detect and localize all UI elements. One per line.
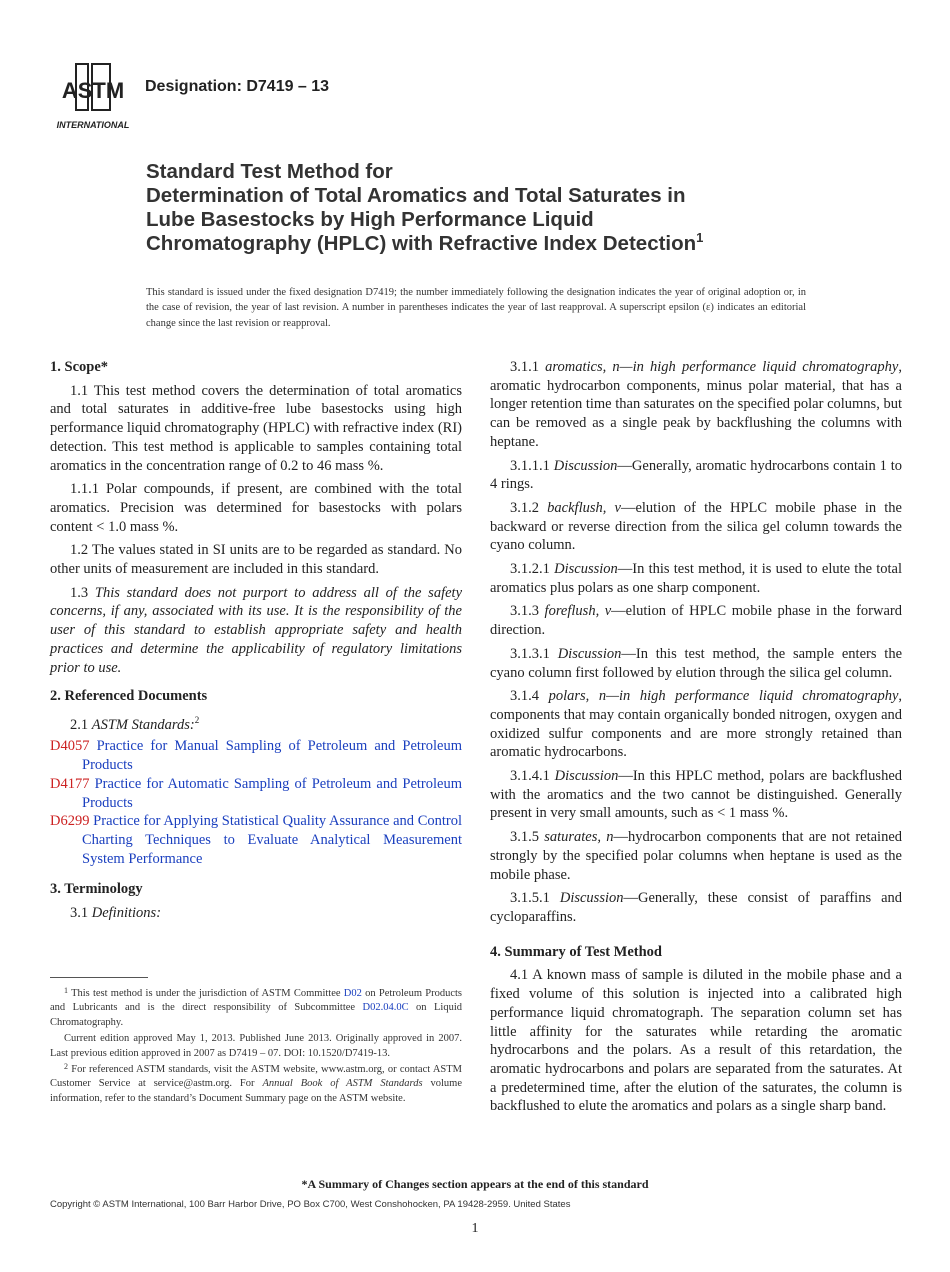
discussion-label: Discussion — [559, 890, 624, 907]
definition-text: , components that may contain organically bonded nitrogen, oxygen and oxidized sulfur components and are more strongly retained than aromatic hydrocarbons. — [490, 688, 903, 761]
definition-num: 3.1.5 — [510, 829, 545, 846]
definition-text: , aromatic hydrocarbon components, minus polar material, that has a longer retention time than saturates on the specified polar columns, but can be removed as a single peak by backflushing the columns with heptane. — [490, 359, 902, 450]
definition-3-1-3 — [490, 602, 902, 639]
para-3-1-text: Definitions: — [91, 905, 162, 922]
footnote-1-text-a: This test method is under the jurisdiction of ASTM Committee — [71, 988, 344, 999]
discussion-3-1-5-1 — [490, 889, 902, 926]
discussion-3-1-1-1 — [490, 457, 902, 494]
document-title — [146, 160, 846, 256]
definition-text: —hydrocarbon components that are not retained strongly by the specified polar columns when heptane is used as the mobile phase. — [490, 829, 903, 883]
para-2-1-num: 2.1 — [70, 716, 92, 733]
definition-term: polars, n—in high performance liquid chromatography — [548, 688, 899, 705]
footnote-1-text-c: on Liquid Chromatography. — [50, 1002, 462, 1028]
para-3-1 — [50, 904, 462, 923]
discussion-3-1-3-1 — [490, 645, 902, 682]
definition-term: saturates, n — [544, 829, 614, 846]
definition-term: aromatics, n—in high performance liquid chromatography — [545, 359, 899, 375]
para-1-2: 1.2 The values stated in SI units are to be regarded as standard. No other units of measurement are included in this standard. — [50, 542, 462, 578]
footnote-1 — [50, 987, 462, 1030]
discussion-3-1-4-1 — [490, 767, 902, 823]
definition-num: 3.1.3 — [510, 603, 545, 620]
terminology-heading: 3. Terminology — [50, 881, 143, 898]
committee-link[interactable]: D02 — [343, 988, 362, 999]
referenced-documents-heading: 2. Referenced Documents — [50, 688, 208, 705]
definition-num: 3.1.2 — [510, 499, 548, 516]
definition-text: —elution of the HPLC mobile phase in the backward or reverse direction from the silica gel column towards the cyano column. — [490, 499, 902, 554]
definition-num: 3.1.1 — [510, 359, 546, 375]
discussion-label: Discussion — [554, 768, 619, 785]
left-column — [50, 358, 462, 928]
title-line-2: Determination of Total Aromatics and Total Saturates in — [146, 184, 686, 207]
discussion-label: Discussion — [557, 645, 622, 662]
definition-text: —elution of HPLC mobile phase in the forward direction. — [490, 603, 903, 639]
footnote-2 — [50, 1063, 462, 1106]
para-1-3-num: 1.3 — [70, 584, 95, 601]
astm-logo — [50, 58, 136, 132]
reference-code-d4057[interactable]: D4057 — [50, 738, 90, 755]
discussion-text: —In this HPLC method, polars are backflushed with the aromatics and the two cannot be distinguished. Generally present in very small amounts, such as < 1 mass %. — [490, 768, 903, 822]
discussion-label: Discussion — [553, 457, 618, 474]
para-2-1-text: ASTM Standards: — [91, 716, 195, 733]
footnote-2-mark: 2 — [64, 1062, 68, 1072]
para-1-1: 1.1 This test method covers the determination of total aromatics and total saturates in additive-free lube basestocks using high performance liquid chromatography (HPLC) with refractive index (RI) detection. This test method is applicable to samples containing total aromatics in the concentration range of 0.2 to 46 mass %. — [50, 382, 462, 474]
reference-title-d4057[interactable]: Practice for Manual Sampling of Petroleum and Petroleum Products — [82, 738, 462, 774]
summary-heading: 4. Summary of Test Method — [490, 943, 662, 960]
footnotes — [50, 987, 462, 1108]
reference-item[interactable] — [50, 775, 462, 812]
definition-3-1-2 — [490, 499, 902, 555]
reference-item[interactable] — [50, 812, 462, 868]
discussion-text: —In this test method, the sample enters the cyano column first followed by elution through the silica gel column. — [490, 645, 903, 681]
discussion-text: —Generally, these consist of paraffins and cycloparaffins. — [490, 890, 903, 925]
footnote-2-text-b: volume information, refer to the standard’s Document Summary page on the ASTM website. — [50, 1078, 462, 1104]
subcommittee-link[interactable]: D02.04.0C — [362, 1002, 409, 1014]
para-2-1-sup: 2 — [194, 714, 200, 725]
para-1-3 — [50, 584, 462, 678]
logo-text: ASTM — [61, 78, 125, 103]
reference-code-d6299[interactable]: D6299 — [50, 813, 90, 830]
title-footnote-mark: 1 — [696, 230, 704, 245]
discussion-text: —In this test method, it is used to elute the total aromatics plus polars as one sharp component. — [490, 561, 902, 596]
definition-term: backflush, v — [547, 499, 621, 516]
footnote-1-mark: 1 — [64, 986, 68, 995]
discussion-num: 3.1.2.1 — [510, 561, 555, 578]
discussion-label: Discussion — [554, 561, 618, 578]
definition-term: foreflush, v — [544, 603, 612, 620]
discussion-num: 3.1.5.1 — [510, 890, 560, 907]
page-number: 1 — [471, 1221, 479, 1236]
para-3-1-num: 3.1 — [70, 905, 92, 922]
title-line-3: Lube Basestocks by High Performance Liquid — [146, 208, 594, 231]
scope-heading: 1. Scope* — [50, 359, 108, 375]
discussion-num: 3.1.1.1 — [510, 457, 554, 474]
discussion-3-1-2-1 — [490, 560, 902, 597]
discussion-num: 3.1.4.1 — [510, 768, 555, 785]
summary-of-changes-note: *A Summary of Changes section appears at the end of this standard — [301, 1177, 649, 1191]
footnote-2-italic: Annual Book of ASTM Standards — [262, 1078, 423, 1090]
reference-title-d6299[interactable]: Practice for Applying Statistical Quality Assurance and Control Charting Techniques to Evaluate Analytical Measurement System Performance — [82, 813, 463, 867]
footnote-1-text-b: on Petroleum Products and Lubricants and is the direct responsibility of Subcommittee — [50, 988, 463, 1014]
copyright: Copyright © ASTM International, 100 Barr Harbor Drive, PO Box C700, West Conshohocken, PA 19428-2959. United States — [50, 1199, 571, 1210]
para-1-3-text: This standard does not purport to address all of the safety concerns, if any, associated with its use. It is the responsibility of the user of this standard to establish appropriate safety and health practices and determine the applicability of regulatory limitations prior to use. — [50, 584, 463, 676]
definition-num: 3.1.4 — [510, 688, 549, 705]
logo-subtext: INTERNATIONAL — [56, 120, 130, 130]
designation: Designation: D7419 – 13 — [145, 78, 330, 95]
definition-3-1-1 — [490, 358, 902, 452]
para-4-1: 4.1 A known mass of sample is diluted in the mobile phase and a fixed volume of this solution is injected into a calibrated high performance liquid chromatograph. The separation column set has little affinity for the saturates while retarding the aromatic hydrocarbons and the polars. As a result of this retardation, the aromatic hydrocarbons and polars are separated from the saturates. At a predetermined time, after the elution of the saturates, the column is backflushed to elute the aromatics and polars as a single sharp band. — [490, 967, 902, 1115]
title-line-4 — [146, 232, 846, 256]
para-2-1 — [50, 711, 462, 735]
title-line-1: Standard Test Method for — [146, 160, 393, 183]
reference-item[interactable] — [50, 737, 462, 774]
discussion-num: 3.1.3.1 — [510, 645, 558, 662]
footnote-2-text-a: For referenced ASTM standards, visit the ASTM website, www.astm.org, or contact ASTM Customer Service at service@astm.org. For — [50, 1064, 462, 1090]
definition-3-1-4 — [490, 687, 902, 762]
definition-3-1-5 — [490, 828, 902, 884]
footnote-rule — [50, 977, 148, 978]
para-1-1-1: 1.1.1 Polar compounds, if present, are combined with the total aromatics. Precision was determined for basestocks with polars content < 1.0 mass %. — [50, 481, 462, 535]
discussion-text: —Generally, aromatic hydrocarbons contain 1 to 4 rings. — [490, 457, 903, 493]
footnote-1-edition: Current edition approved May 1, 2013. Published June 2013. Originally approved in 2007. Last previous edition approved in 2007 as D7419 – 07. DOI: 10.1520/D7419-13. — [50, 1033, 462, 1059]
reference-code-d4177[interactable]: D4177 — [50, 775, 90, 792]
title-line-4-text: Chromatography (HPLC) with Refractive Index Detection — [146, 232, 697, 255]
issue-note: This standard is issued under the fixed designation D7419; the number immediately following the designation indicates the year of original adoption or, in the case of revision, the year of last revision. A number in parentheses indicates the year of last reapproval. A superscript epsilon (ε) indicates an editorial change since the last revision or reapproval. — [146, 287, 806, 329]
right-column — [490, 358, 902, 1121]
reference-title-d4177[interactable]: Practice for Automatic Sampling of Petroleum and Petroleum Products — [82, 775, 463, 811]
